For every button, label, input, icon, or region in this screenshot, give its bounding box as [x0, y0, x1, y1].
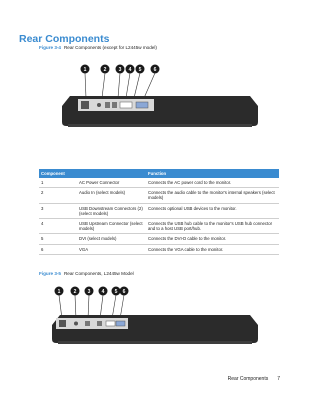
callout-5-label: 5	[114, 289, 118, 295]
audio-in-port	[97, 103, 101, 107]
row-number: 3	[39, 203, 77, 218]
figure-caption-text: Rear Components, L2445w Model	[63, 271, 134, 276]
callout-4-label: 4	[128, 67, 132, 73]
table-row	[39, 178, 279, 188]
row-component: Audio In (select models)	[77, 188, 146, 203]
callout-3-label: 3	[87, 289, 91, 295]
row-component: USB Downstream Connectors (2) (select models)	[77, 203, 146, 218]
row-component: USB Upstream Connector (select models)	[77, 219, 146, 234]
page-footer	[228, 376, 280, 382]
monitor-bottom-edge	[58, 341, 252, 344]
row-component: AC Power Connector	[77, 178, 146, 188]
table-header-function: Function	[146, 169, 279, 178]
row-component: VGA	[77, 244, 146, 254]
usb-upstream-port	[97, 321, 102, 326]
monitor-rear-illustration	[60, 58, 260, 130]
table-header-row	[39, 169, 279, 178]
row-component: DVI (select models)	[77, 234, 146, 244]
dvi-port	[120, 102, 132, 108]
callout-4-label: 4	[101, 289, 105, 295]
footer-page-number: 7	[277, 376, 280, 382]
ac-power-port	[81, 101, 89, 109]
vga-port	[136, 102, 148, 108]
callout-2-label: 2	[103, 67, 107, 73]
page-title: Rear Components	[19, 33, 110, 45]
table-row	[39, 244, 279, 254]
monitor-rear-image-2	[50, 281, 260, 347]
callout-2-label: 2	[73, 289, 77, 295]
usb-downstream-port	[85, 321, 90, 326]
monitor-rear-illustration	[50, 281, 260, 347]
row-function: Connects the AC power cord to the monitor.	[146, 178, 279, 188]
row-function: Connects the VGA cable to the monitor.	[146, 244, 279, 254]
table-row	[39, 188, 279, 203]
ac-power-port	[59, 320, 66, 327]
vga-port	[116, 321, 125, 326]
table-header-blank	[77, 169, 146, 178]
callout-markers	[81, 65, 160, 74]
footer-section-title: Rear Components	[227, 376, 269, 382]
table-row	[39, 234, 279, 244]
monitor-rear-image-1	[60, 58, 260, 130]
figure-caption-text: Rear Components (except for L2445w model)	[63, 45, 157, 50]
row-function: Connects the audio cable to the monitor's internal speakers (select models)	[146, 188, 279, 203]
audio-in-port	[74, 322, 78, 326]
row-number: 4	[39, 219, 77, 234]
dvi-port	[106, 321, 115, 326]
row-function: Connects optional USB devices to the monitor.	[146, 203, 279, 218]
figure-caption-3-4	[39, 45, 157, 50]
callout-leader-lines	[85, 73, 155, 98]
components-table	[39, 169, 279, 255]
row-number: 2	[39, 188, 77, 203]
usb-upstream-port	[112, 102, 117, 108]
monitor-bottom-edge	[68, 124, 252, 127]
callout-3-label: 3	[118, 67, 122, 73]
callout-1-label: 1	[57, 289, 61, 295]
table-header-component: Component	[39, 169, 77, 178]
row-number: 5	[39, 234, 77, 244]
usb-downstream-port	[105, 102, 110, 108]
row-number: 1	[39, 178, 77, 188]
callout-5-label: 5	[138, 67, 142, 73]
callout-6-label: 6	[122, 289, 126, 295]
callout-6-label: 6	[153, 67, 157, 73]
table-row	[39, 203, 279, 218]
figure-number: Figure 3-4	[39, 45, 61, 50]
row-number: 6	[39, 244, 77, 254]
table-row	[39, 219, 279, 234]
row-function: Connects the USB hub cable to the monitor's USB hub connector and to a host USB port/hub.	[146, 219, 279, 234]
callout-markers	[55, 287, 129, 296]
callout-1-label: 1	[83, 67, 87, 73]
figure-caption-3-5	[39, 271, 134, 276]
row-function: Connects the DVI-D cable to the monitor.	[146, 234, 279, 244]
figure-number: Figure 3-5	[39, 271, 61, 276]
